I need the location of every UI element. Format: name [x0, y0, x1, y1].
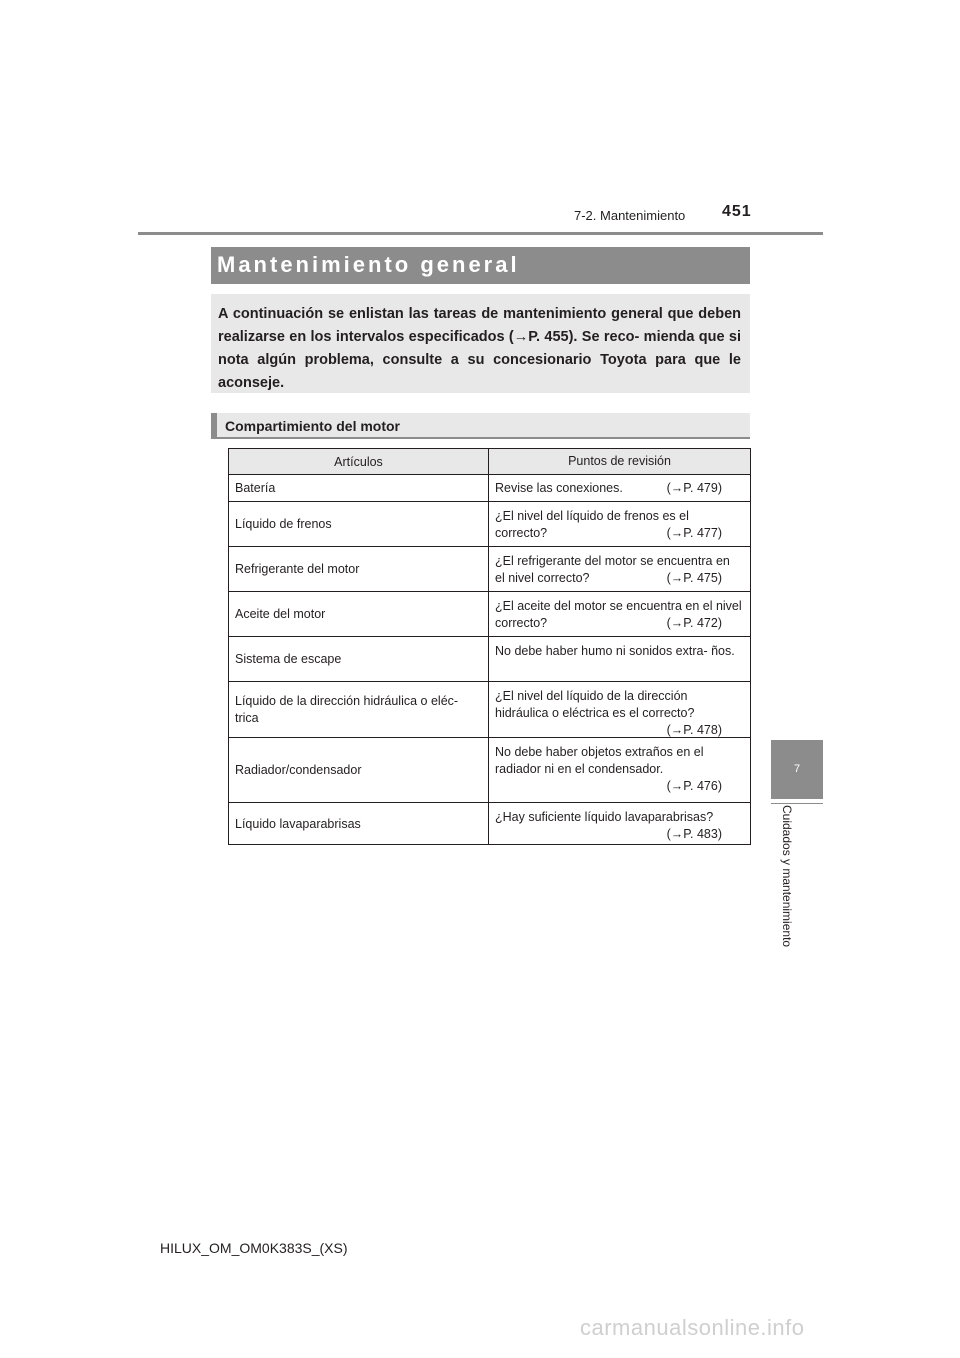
table-header-checks: Puntos de revisión — [568, 454, 671, 468]
page-reference: (→P. 479) — [666, 481, 722, 495]
table-cell-check — [489, 682, 750, 737]
page-reference: (→P. 478) — [666, 723, 722, 737]
table-cell-check — [489, 475, 750, 501]
table-cell-item: Líquido lavaparabrisas — [229, 803, 489, 844]
page-title: Mantenimiento general — [217, 252, 520, 277]
watermark: carmanualsonline.info — [580, 1315, 805, 1340]
table-cell-check — [489, 738, 750, 802]
page-number: 451 — [722, 203, 752, 220]
section-label: 7-2. Mantenimiento — [574, 208, 686, 223]
table-cell-check — [489, 547, 750, 591]
table-header-row — [229, 449, 750, 474]
chapter-tab-divider — [771, 803, 823, 804]
table-cell-check — [489, 637, 750, 681]
table-cell-check — [489, 592, 750, 636]
chapter-tab: 7 — [771, 740, 823, 799]
check-text: Revise las conexiones. — [495, 481, 623, 495]
table-cell-item: Radiador/condensador — [229, 738, 489, 802]
intro-box — [211, 294, 750, 393]
table-cell-item: Sistema de escape — [229, 637, 489, 681]
page-reference: (→P. 477) — [666, 526, 722, 540]
check-text: ¿El refrigerante del motor se encuentra en el nivel correcto? — [495, 554, 730, 585]
page-reference: (→P. 475) — [666, 571, 722, 585]
check-text: ¿Hay suficiente líquido lavaparabrisas? — [495, 810, 714, 824]
table-row — [229, 591, 750, 636]
section-heading-text: Compartimiento del motor — [225, 418, 401, 434]
table-cell-item: Batería — [229, 475, 489, 501]
page-reference: (→P. 472) — [666, 616, 722, 630]
table-row — [229, 681, 750, 737]
page-reference: (→P. 483) — [666, 827, 722, 841]
header-divider — [138, 232, 823, 235]
table-header-items: Artículos — [229, 449, 489, 474]
check-text: ¿El nivel del líquido de frenos es el correcto? — [495, 509, 689, 540]
table-cell-check — [489, 803, 750, 844]
page-title-bar — [211, 247, 750, 284]
check-text: ¿El nivel del líquido de la dirección hidráulica o eléctrica es el correcto? — [495, 689, 695, 720]
table-cell-check — [489, 502, 750, 546]
check-text: ¿El aceite del motor se encuentra en el nivel correcto? — [495, 599, 742, 630]
table-cell-item: Líquido de la dirección hidráulica o eléc- trica — [229, 682, 489, 737]
table-row — [229, 546, 750, 591]
intro-text: A continuación se enlistan las tareas de mantenimiento general que deben realizarse en los intervalos especificados (→P. 455). Se reco- mienda que si nota algún problema, consulte a su concesionario Toyota para que le aconseje. — [218, 306, 741, 391]
maintenance-table — [228, 448, 751, 845]
table-row — [229, 474, 750, 501]
section-heading-accent — [211, 413, 217, 439]
page-reference: (→P. 476) — [666, 779, 722, 793]
document-code: HILUX_OM_OM0K383S_(XS) — [160, 1240, 348, 1256]
table-row — [229, 737, 750, 802]
chapter-tab-label: Cuidados y mantenimiento — [780, 805, 794, 948]
table-row — [229, 501, 750, 546]
check-text: No debe haber humo ni sonidos extra- ños. — [495, 644, 735, 658]
table-cell-item: Refrigerante del motor — [229, 547, 489, 591]
table-cell-item: Líquido de frenos — [229, 502, 489, 546]
section-heading — [211, 413, 750, 439]
table-row — [229, 802, 750, 844]
table-row — [229, 636, 750, 681]
check-text: No debe haber objetos extraños en el radiador ni en el condensador. — [495, 745, 704, 776]
table-cell-item: Aceite del motor — [229, 592, 489, 636]
